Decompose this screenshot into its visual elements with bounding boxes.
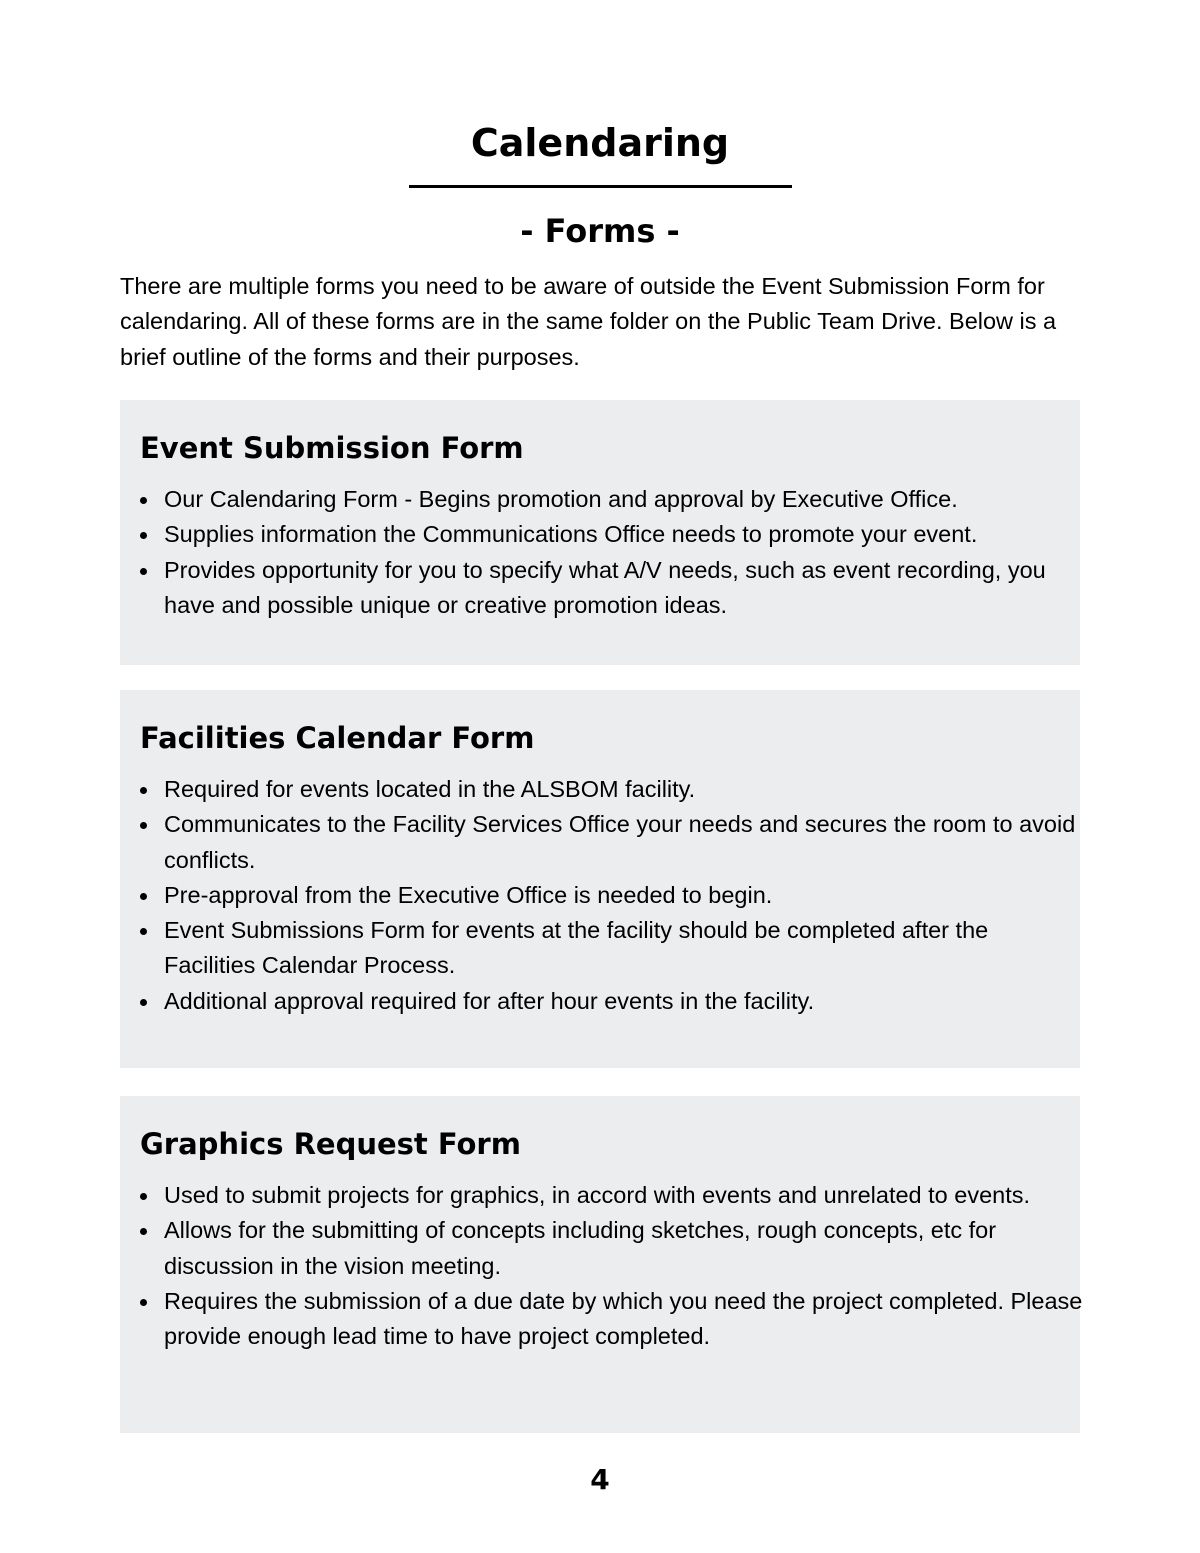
page-title: Calendaring [470,121,730,165]
list-item-text: Required for events located in the ALSBOM facility. [164,776,696,802]
bullet-icon [140,568,147,575]
list-item-text: Requires the submission of a due date by which you need the project completed. Please provide enough lead time to have project completed. [164,1287,1083,1350]
list-item [140,913,1084,984]
list-item [140,984,1084,1019]
bullet-icon [140,532,147,539]
bullet-list [140,772,1080,1019]
list-item-text: Communicates to the Facility Services Office your needs and secures the room to avoid conflicts. [164,811,1076,873]
bullet-icon [140,999,147,1006]
list-item-text: Supplies information the Communications Office needs to promote your event. [164,521,978,548]
list-item [140,1284,1084,1355]
intro-paragraph: There are multiple forms you need to be aware of outside the Event Submission Form for calendaring. All of these forms are in the same folder on the Public Team Drive. Below is a brief outline of the forms and their purposes. [120,273,1057,370]
list-item-text: Our Calendaring Form - Begins promotion and approval by Executive Office. [164,486,958,512]
section-facilities-calendar-form [120,690,1080,1068]
section-title: Graphics Request Form [140,1127,521,1161]
bullet-icon [140,1299,147,1306]
bullet-icon [140,893,147,900]
list-item [140,772,1084,807]
bullet-icon [140,1228,147,1235]
section-title: Facilities Calendar Form [140,721,535,755]
section-graphics-request-form [120,1096,1083,1433]
list-item [140,517,1084,552]
list-item [140,1213,1084,1284]
section-event-submission-form [120,400,1080,665]
bullet-list [140,1178,1083,1354]
section-title: Event Submission Form [140,431,524,465]
page-number: 4 [590,1463,610,1496]
page-subtitle: - Forms - [520,212,680,250]
list-item [140,482,1084,517]
bullet-icon [140,822,147,829]
list-item-text: Pre-approval from the Executive Office is needed to begin. [164,881,773,908]
title-divider [409,185,792,188]
list-item-text: Used to submit projects for graphics, in accord with events and unrelated to events. [164,1182,1031,1208]
bullet-icon [140,787,147,794]
bullet-icon [140,928,147,935]
list-item [140,1178,1084,1213]
bullet-icon [140,1193,147,1200]
list-item-text: Event Submissions Form for events at the facility should be completed after the Facilities Calendar Process. [164,917,989,979]
list-item [140,807,1084,878]
list-item-text: Additional approval required for after hour events in the facility. [164,987,815,1014]
list-item [140,878,1084,913]
list-item [140,553,1084,624]
list-item-text: Provides opportunity for you to specify what A/V needs, such as event recording, you have and possible unique or creative promotion ideas. [164,556,1046,618]
bullet-icon [140,497,147,504]
list-item-text: Allows for the submitting of concepts including sketches, rough concepts, etc for discussion in the vision meeting. [164,1217,997,1279]
bullet-list [140,482,1080,623]
